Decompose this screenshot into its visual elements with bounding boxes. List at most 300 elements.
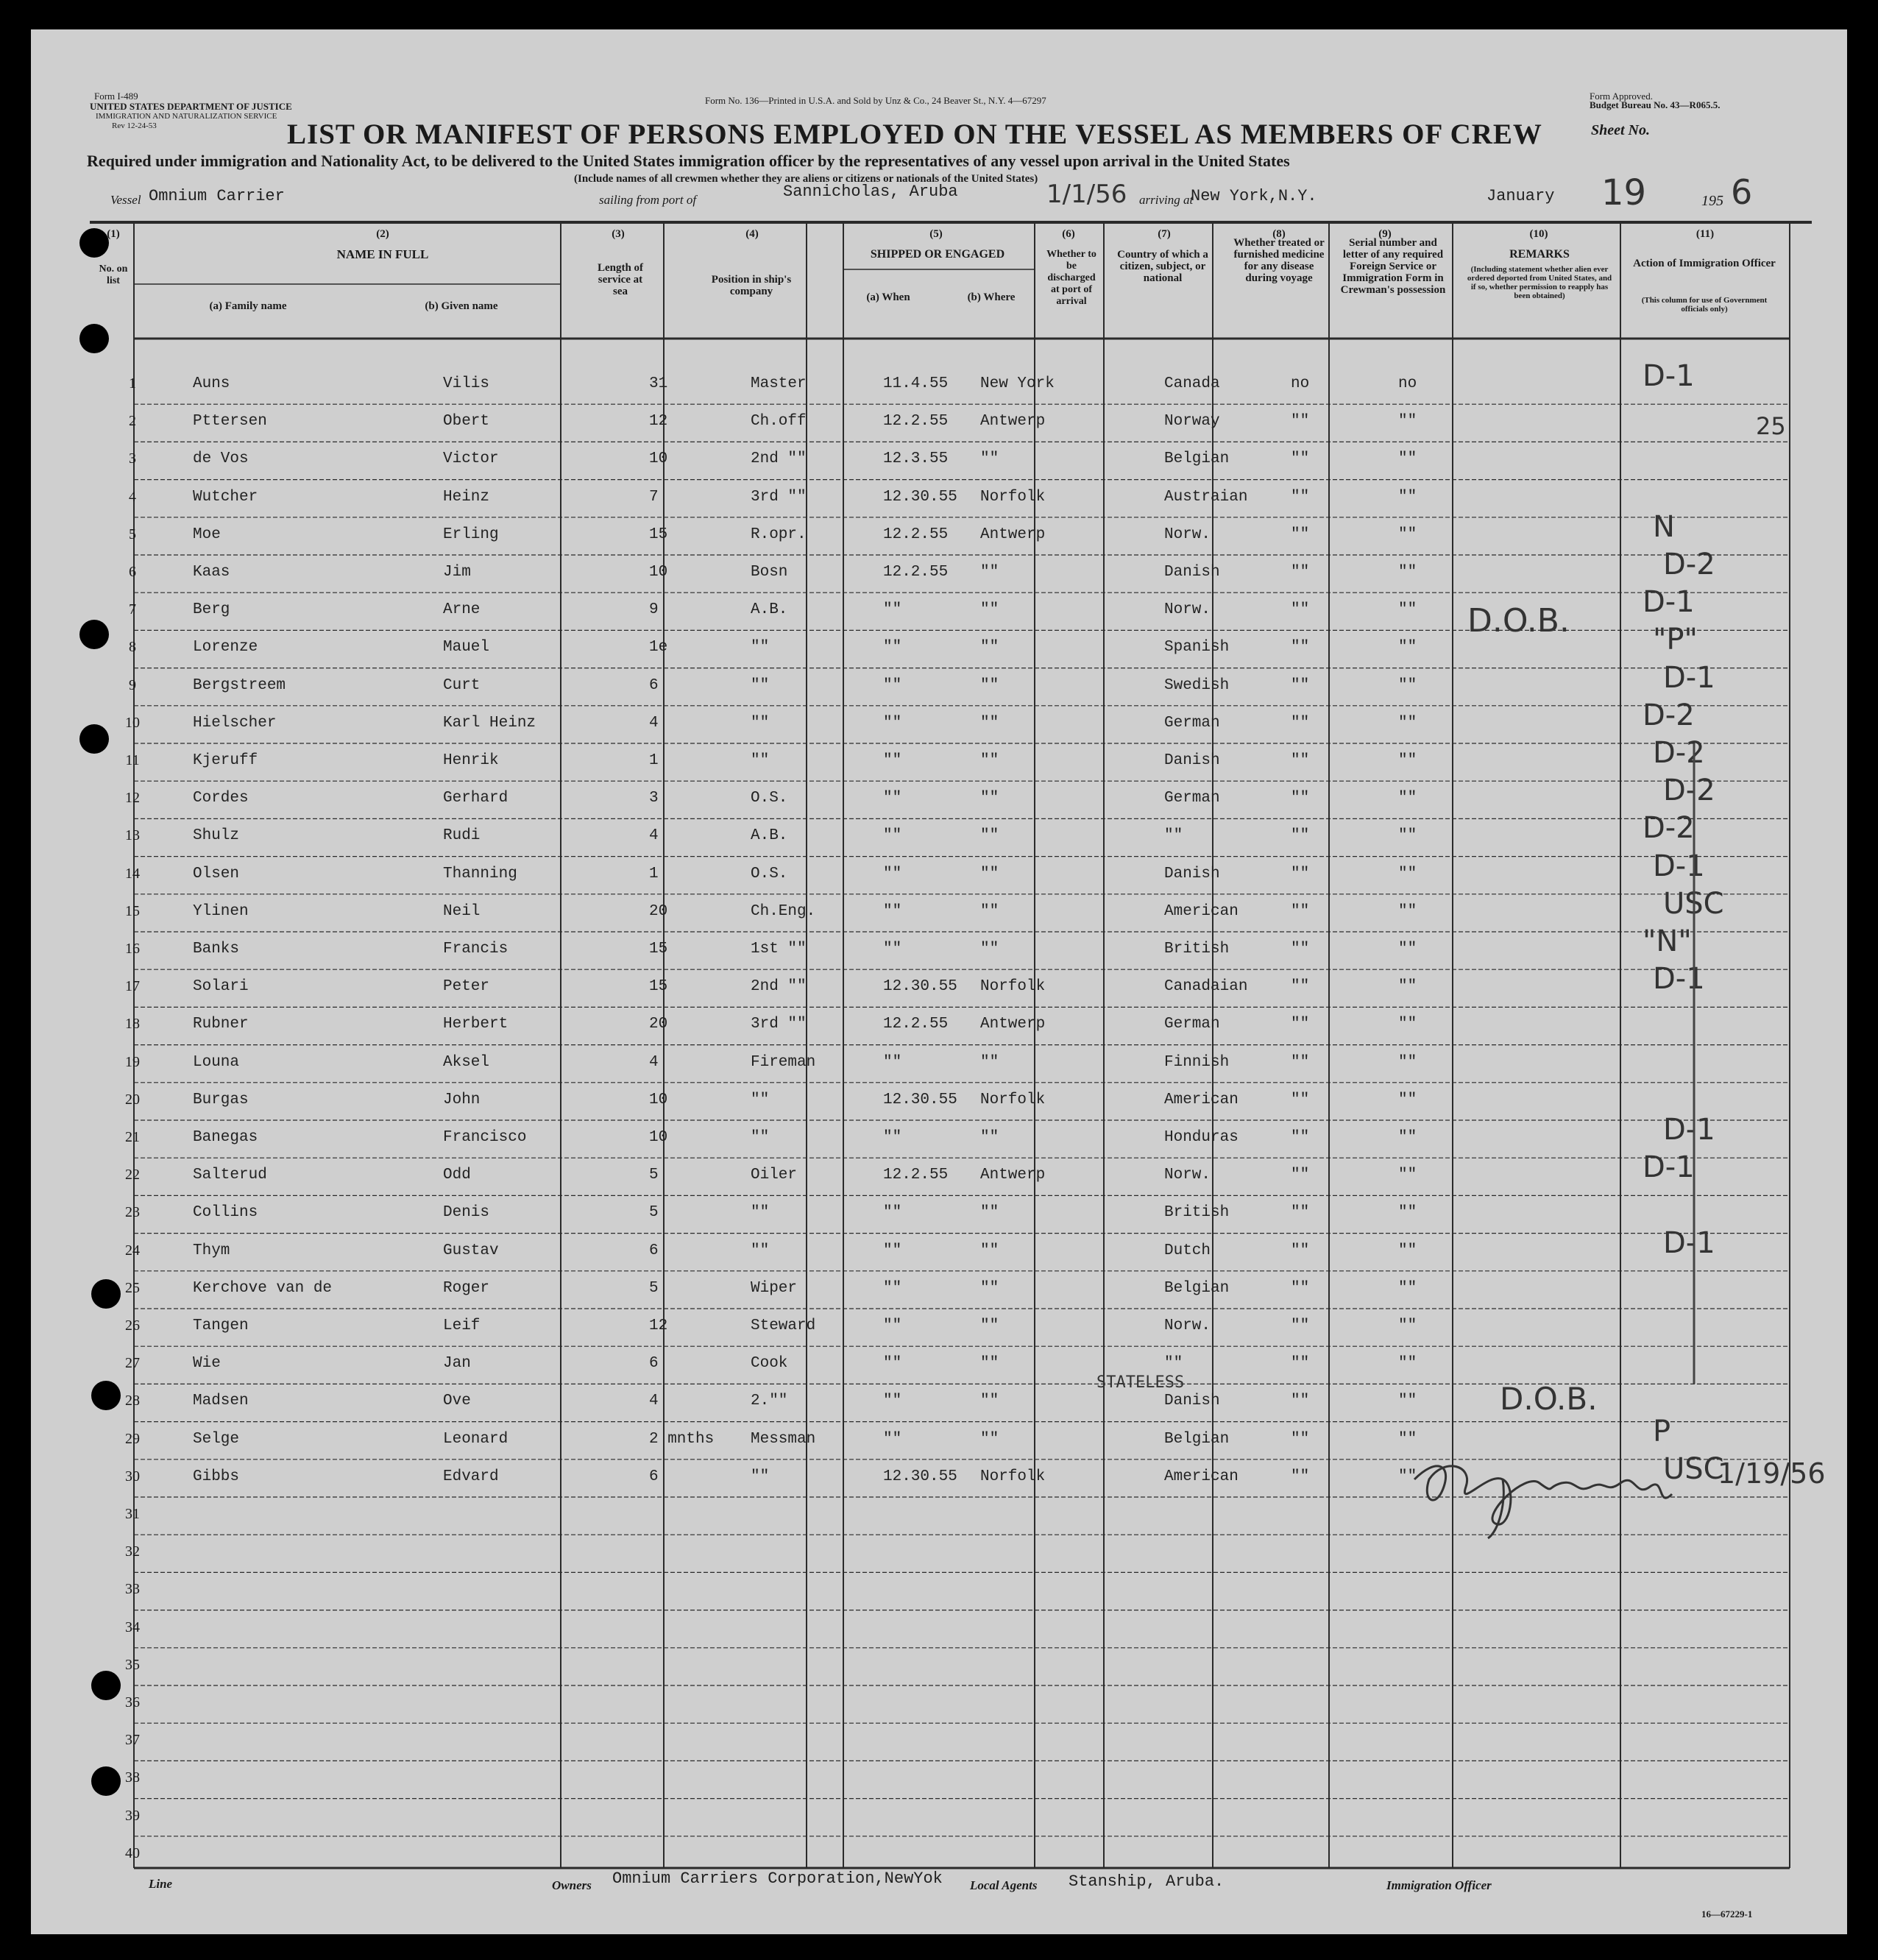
cell-given: Thanning [443, 865, 517, 882]
cell-given: Neil [443, 902, 481, 920]
cell-family: Kjeruff [193, 752, 258, 769]
cell-serial: "" [1398, 1468, 1417, 1485]
cell-family: Madsen [193, 1393, 249, 1410]
cell-position: Steward [751, 1317, 816, 1334]
cell-where: "" [980, 639, 999, 657]
row-number: 15 [125, 902, 140, 919]
col5-label: SHIPPED OR ENGAGED [870, 248, 1005, 261]
cell-where: Antwerp [980, 1167, 1046, 1184]
row-number: 24 [125, 1242, 140, 1259]
action-mark: N [1653, 509, 1675, 544]
cell-given: Aksel [443, 1053, 490, 1071]
cell-given: John [443, 1091, 481, 1108]
cell-where: Norfolk [980, 488, 1046, 506]
cell-service: 5 [649, 1204, 659, 1222]
cell-serial: "" [1398, 1279, 1417, 1297]
cell-given: Henrik [443, 752, 499, 769]
row-number: 28 [125, 1393, 140, 1409]
binder-hole [91, 1279, 121, 1309]
footer-agents-value: Stanship, Aruba. [1069, 1872, 1225, 1891]
sailing-port: Sannicholas, Aruba [783, 183, 958, 201]
cell-country: German [1164, 1016, 1220, 1033]
row-number: 7 [129, 601, 136, 618]
cell-position: Wiper [751, 1279, 798, 1297]
action-mark: D-2 [1663, 774, 1715, 808]
cell-service: 7 [649, 488, 659, 506]
cell-service: 3 [649, 790, 659, 807]
row-number: 14 [125, 865, 140, 882]
cell-country: "" [1164, 827, 1183, 845]
cell-medicine: "" [1291, 1129, 1310, 1146]
cell-medicine: "" [1291, 639, 1310, 657]
cell-where: "" [980, 676, 999, 694]
cell-family: Auns [193, 375, 230, 392]
cell-family: de Vos [193, 450, 249, 468]
cell-when: "" [883, 1355, 902, 1373]
cell-position: Ch.Eng. [751, 902, 816, 920]
binder-hole [79, 324, 109, 353]
col10-note: (Including statement whether alien ever ordered deported from United States, and if so, whether permission to reapply has been obtained) [1467, 265, 1612, 300]
row-number: 8 [129, 639, 136, 656]
cell-position: A.B. [751, 827, 788, 845]
manifest-title: LIST OR MANIFEST OF PERSONS EMPLOYED ON THE VESSEL AS MEMBERS OF CREW [287, 118, 1542, 150]
cell-when: 12.2.55 [883, 1016, 949, 1033]
row-number: 26 [125, 1317, 140, 1334]
col2b-label: (b) Given name [425, 300, 498, 312]
binder-hole [91, 1381, 121, 1410]
cell-country: Danish [1164, 1393, 1220, 1410]
cell-given: Obert [443, 413, 490, 431]
row-number: 34 [125, 1618, 140, 1635]
col3-number: (3) [612, 228, 625, 240]
cell-medicine: "" [1291, 1167, 1310, 1184]
cell-where: "" [980, 564, 999, 581]
cell-country: British [1164, 1204, 1230, 1222]
cell-family: Salterud [193, 1167, 267, 1184]
cell-position: A.B. [751, 601, 788, 619]
cell-given: Vilis [443, 375, 490, 392]
action-mark: D-1 [1643, 585, 1695, 620]
cell-medicine: "" [1291, 902, 1310, 920]
cell-serial: "" [1398, 676, 1417, 694]
row-number: 21 [125, 1129, 140, 1145]
col11-label: Action of Immigration Officer [1633, 258, 1776, 269]
cell-where: "" [980, 1129, 999, 1146]
binder-hole [79, 724, 109, 754]
action-mark: D-1 [1663, 660, 1715, 695]
row-number: 39 [125, 1807, 140, 1824]
cell-when: 12.30.55 [883, 978, 957, 996]
cell-given: Erling [443, 526, 499, 543]
cell-position: Master [751, 375, 807, 392]
cell-service: 4 [649, 827, 659, 845]
manifest-sheet [31, 29, 1847, 1934]
row-number: 20 [125, 1091, 140, 1108]
cell-medicine: "" [1291, 1242, 1310, 1259]
cell-medicine: "" [1291, 1317, 1310, 1334]
cell-serial: "" [1398, 1317, 1417, 1334]
footer-code: 16—67229-1 [1701, 1908, 1753, 1920]
row-number: 38 [125, 1769, 140, 1786]
action-mark: D-2 [1663, 548, 1715, 581]
cell-given: Karl Heinz [443, 714, 536, 732]
cell-family: Tangen [193, 1317, 249, 1334]
cell-given: Victor [443, 450, 499, 468]
action-mark: D-1 [1643, 359, 1695, 393]
cell-when: "" [883, 676, 902, 694]
cell-given: Leif [443, 1317, 481, 1334]
cell-medicine: no [1291, 375, 1310, 392]
cell-serial: "" [1398, 865, 1417, 882]
cell-given: Heinz [443, 488, 490, 506]
cell-medicine: "" [1291, 1355, 1310, 1373]
row-number: 3 [129, 450, 136, 467]
row-number: 31 [125, 1506, 140, 1522]
col11-note: (This column for use of Government officials only) [1641, 296, 1768, 314]
arrival-month: January [1487, 187, 1555, 205]
cell-service: 10 [649, 450, 668, 468]
cell-service: 15 [649, 978, 668, 996]
cell-position: 3rd "" [751, 488, 807, 506]
cell-family: Gibbs [193, 1468, 240, 1485]
cell-where: "" [980, 1317, 999, 1334]
cell-where: "" [980, 450, 999, 468]
cell-when: 12.2.55 [883, 526, 949, 543]
cell-position: "" [751, 1129, 770, 1146]
cell-family: Shulz [193, 827, 240, 845]
row-number: 18 [125, 1016, 140, 1033]
cell-service: 15 [649, 941, 668, 958]
cell-given: Gerhard [443, 790, 509, 807]
cell-where: "" [980, 790, 999, 807]
col1-number: (1) [107, 228, 120, 240]
action-mark: D-2 [1653, 736, 1705, 770]
action-mark: D-1 [1663, 1113, 1715, 1147]
manifest-subtitle: Required under immigration and Nationality Act, to be delivered to the United States immigration officer by the representatives of any vessel upon arrival in the United States [87, 152, 1290, 170]
cell-country: Belgian [1164, 1279, 1230, 1297]
cell-when: "" [883, 639, 902, 657]
cell-service: 5 [649, 1279, 659, 1297]
cell-family: Wutcher [193, 488, 258, 506]
cell-family: Olsen [193, 865, 240, 882]
footer-line-label: Line [149, 1877, 173, 1891]
cell-when: 12.30.55 [883, 1468, 957, 1485]
cell-country: Norw. [1164, 1167, 1211, 1184]
col8-number: (8) [1272, 228, 1286, 240]
col5b-label: (b) Where [967, 291, 1016, 303]
cell-medicine: "" [1291, 413, 1310, 431]
cell-family: Banks [193, 941, 240, 958]
cell-position: Ch.off [751, 413, 807, 431]
cell-when: "" [883, 865, 902, 882]
cell-given: Jan [443, 1355, 471, 1373]
cell-service: 4 [649, 1393, 659, 1410]
cell-given: Curt [443, 676, 481, 694]
cell-where: "" [980, 941, 999, 958]
row-number: 4 [129, 488, 136, 505]
action-column-bracket [1687, 736, 1701, 1398]
cell-where: "" [980, 1204, 999, 1222]
side-number: 25 [1756, 412, 1786, 440]
cell-when: "" [883, 1317, 902, 1334]
form-id: Form I-489 [94, 91, 138, 102]
cell-serial: "" [1398, 450, 1417, 468]
cell-medicine: "" [1291, 564, 1310, 581]
cell-position: "" [751, 1091, 770, 1108]
row-number: 33 [125, 1581, 140, 1598]
cell-family: Cordes [193, 790, 249, 807]
action-mark: D-2 [1643, 698, 1695, 732]
cell-family: Kerchove van de [193, 1279, 333, 1297]
cell-serial: "" [1398, 526, 1417, 543]
cell-family: Lorenze [193, 639, 258, 657]
cell-family: Burgas [193, 1091, 249, 1108]
cell-position: "" [751, 639, 770, 657]
cell-given: Rudi [443, 827, 481, 845]
cell-service: 9 [649, 601, 659, 619]
footer-agents-label: Local Agents [970, 1878, 1038, 1892]
year-handwritten: 6 [1731, 172, 1753, 212]
cell-service: 4 [649, 1053, 659, 1071]
cell-family: Moe [193, 526, 221, 543]
row-number: 2 [129, 413, 136, 430]
col10-label: REMARKS [1509, 248, 1570, 261]
cell-when: "" [883, 601, 902, 619]
cell-position: O.S. [751, 790, 788, 807]
action-mark: D-1 [1643, 1150, 1695, 1185]
cell-serial: "" [1398, 1167, 1417, 1184]
cell-service: 5 [649, 1167, 659, 1184]
cell-service: 10 [649, 1091, 668, 1108]
cell-serial: "" [1398, 413, 1417, 431]
cell-position: 2nd "" [751, 450, 807, 468]
row-number: 12 [125, 790, 140, 807]
col11-number: (11) [1695, 228, 1715, 240]
cell-medicine: "" [1291, 1279, 1310, 1297]
cell-position: "" [751, 1242, 770, 1259]
printer-note: Form No. 136—Printed in U.S.A. and Sold by Unz & Co., 24 Beaver St., N.Y. 4—67297 [705, 95, 1046, 106]
cell-position: "" [751, 714, 770, 732]
col4-label: Position in ship's company [711, 274, 792, 297]
arriving-label: arriving at [1139, 193, 1194, 207]
cell-when: "" [883, 1204, 902, 1222]
cell-service: 20 [649, 902, 668, 920]
cell-when: "" [883, 1279, 902, 1297]
cell-country: Canada [1164, 375, 1220, 392]
row-number: 22 [125, 1167, 140, 1184]
cell-when: "" [883, 1053, 902, 1071]
officer-signature [1407, 1443, 1731, 1546]
col1-label: No. on list [99, 263, 128, 286]
cell-service: 12 [649, 1317, 668, 1334]
cell-serial: "" [1398, 1393, 1417, 1410]
cell-family: Solari [193, 978, 249, 996]
cell-given: Herbert [443, 1016, 509, 1033]
binder-hole [79, 620, 109, 649]
cell-medicine: "" [1291, 978, 1310, 996]
cell-service: 6 [649, 1355, 659, 1373]
cell-serial: "" [1398, 1053, 1417, 1071]
cell-family: Thym [193, 1242, 230, 1259]
cell-where: "" [980, 1430, 999, 1448]
cell-family: Pttersen [193, 413, 267, 431]
cell-family: Selge [193, 1430, 240, 1448]
row-number: 23 [125, 1204, 140, 1221]
cell-when: "" [883, 1393, 902, 1410]
cell-given: Edvard [443, 1468, 499, 1485]
cell-country: Canadaian [1164, 978, 1248, 996]
cell-serial: "" [1398, 1430, 1417, 1448]
cell-given: Roger [443, 1279, 490, 1297]
cell-serial: "" [1398, 978, 1417, 996]
department-line2: IMMIGRATION AND NATURALIZATION SERVICE [96, 112, 277, 121]
footer-owners-value: Omnium Carriers Corporation,NewYok [612, 1869, 943, 1888]
cell-serial: "" [1398, 714, 1417, 732]
cell-country: Honduras [1164, 1129, 1239, 1146]
cell-where: "" [980, 714, 999, 732]
cell-serial: "" [1398, 941, 1417, 958]
col10-number: (10) [1529, 228, 1548, 240]
cell-service: 2 mnths [649, 1430, 715, 1448]
cell-family: Bergstreem [193, 676, 286, 694]
cell-when: 12.2.55 [883, 1167, 949, 1184]
cell-when: 12.2.55 [883, 413, 949, 431]
action-mark: D-1 [1663, 1225, 1715, 1260]
col3-label: Length of service at sea [597, 262, 644, 297]
row-number: 17 [125, 978, 140, 995]
cell-serial: no [1398, 375, 1417, 392]
budget-bureau: Budget Bureau No. 43—R065.5. [1590, 99, 1721, 110]
col9-number: (9) [1378, 228, 1392, 240]
vessel-name: Omnium Carrier [149, 187, 285, 205]
cell-where: "" [980, 827, 999, 845]
remark-dob-row8: D.O.B. [1467, 602, 1570, 640]
cell-position: "" [751, 1468, 770, 1485]
row-number: 30 [125, 1468, 140, 1485]
cell-medicine: "" [1291, 1204, 1310, 1222]
cell-position: "" [751, 676, 770, 694]
cell-family: Wie [193, 1355, 221, 1373]
cell-serial: "" [1398, 1016, 1417, 1033]
cell-position: Cook [751, 1355, 788, 1373]
cell-medicine: "" [1291, 714, 1310, 732]
row-number: 5 [129, 526, 136, 542]
cell-medicine: "" [1291, 1468, 1310, 1485]
cell-where: "" [980, 601, 999, 619]
action-mark: USC [1663, 886, 1724, 921]
cell-position: 2."" [751, 1393, 788, 1410]
cell-country: Dutch [1164, 1242, 1211, 1259]
action-mark: "N" [1643, 924, 1692, 958]
action-mark: P [1653, 1414, 1671, 1448]
arrival-day: 19 [1601, 172, 1647, 213]
cell-medicine: "" [1291, 488, 1310, 506]
cell-position: 1st "" [751, 941, 807, 958]
cell-medicine: "" [1291, 1430, 1310, 1448]
cell-where: Norfolk [980, 978, 1046, 996]
cell-serial: "" [1398, 601, 1417, 619]
signature-date: 1/19/56 [1718, 1457, 1826, 1490]
col6-number: (6) [1062, 228, 1075, 240]
cell-when: "" [883, 902, 902, 920]
cell-country: Austraian [1164, 488, 1248, 506]
cell-service: 15 [649, 526, 668, 543]
department-line1: UNITED STATES DEPARTMENT OF JUSTICE [90, 101, 292, 112]
cell-when: 12.30.55 [883, 1091, 957, 1108]
cell-service: 6 [649, 676, 659, 694]
col6-label: Whether to be discharged at port of arrival [1046, 249, 1096, 307]
cell-country: Danish [1164, 564, 1220, 581]
row-number: 13 [125, 827, 140, 844]
cell-service: 12 [649, 413, 668, 431]
cell-service: 1e [649, 639, 668, 657]
cell-when: 11.4.55 [883, 375, 949, 392]
row-number: 35 [125, 1656, 140, 1673]
footer-owners-label: Owners [552, 1878, 592, 1892]
cell-where: Norfolk [980, 1091, 1046, 1108]
cell-family: Hielscher [193, 714, 277, 732]
cell-country: Norw. [1164, 1317, 1211, 1334]
cell-serial: "" [1398, 1355, 1417, 1373]
cell-where: Antwerp [980, 413, 1046, 431]
cell-where: Antwerp [980, 526, 1046, 543]
action-mark: "P" [1653, 623, 1698, 657]
cell-medicine: "" [1291, 526, 1310, 543]
handwritten-date-top: 1/1/56 [1046, 180, 1127, 209]
cell-position: Fireman [751, 1053, 816, 1071]
cell-when: "" [883, 941, 902, 958]
include-note: (Include names of all crewmen whether they are aliens or citizens or nationals of the United States) [574, 173, 1038, 185]
cell-country: American [1164, 902, 1239, 920]
col5-number: (5) [929, 228, 943, 240]
cell-position: Messman [751, 1430, 816, 1448]
cell-given: Francis [443, 941, 509, 958]
cell-family: Kaas [193, 564, 230, 581]
cell-given: Leonard [443, 1430, 509, 1448]
cell-given: Odd [443, 1167, 471, 1184]
cell-country: Finnish [1164, 1053, 1230, 1071]
cell-family: Banegas [193, 1129, 258, 1146]
binder-hole [91, 1766, 121, 1796]
col4-number: (4) [745, 228, 759, 240]
cell-where: New York [980, 375, 1055, 392]
row-number: 37 [125, 1732, 140, 1749]
cell-country: British [1164, 941, 1230, 958]
cell-when: "" [883, 1242, 902, 1259]
row-number: 25 [125, 1279, 140, 1296]
action-mark: USC [1663, 1451, 1724, 1486]
cell-given: Ove [443, 1393, 471, 1410]
cell-country: "" [1164, 1355, 1183, 1373]
cell-serial: "" [1398, 1204, 1417, 1222]
cell-when: "" [883, 752, 902, 769]
binder-hole [79, 228, 109, 258]
cell-serial: "" [1398, 827, 1417, 845]
cell-country: Norway [1164, 413, 1220, 431]
cell-when: 12.3.55 [883, 450, 949, 468]
cell-where: Antwerp [980, 1016, 1046, 1033]
cell-country: Swedish [1164, 676, 1230, 694]
cell-country: American [1164, 1091, 1239, 1108]
form-approved: Form Approved. [1590, 91, 1653, 102]
cell-medicine: "" [1291, 865, 1310, 882]
cell-medicine: "" [1291, 1091, 1310, 1108]
cell-serial: "" [1398, 752, 1417, 769]
row-number: 40 [125, 1844, 140, 1861]
cell-serial: "" [1398, 1242, 1417, 1259]
row-number: 11 [125, 752, 140, 768]
cell-medicine: "" [1291, 676, 1310, 694]
